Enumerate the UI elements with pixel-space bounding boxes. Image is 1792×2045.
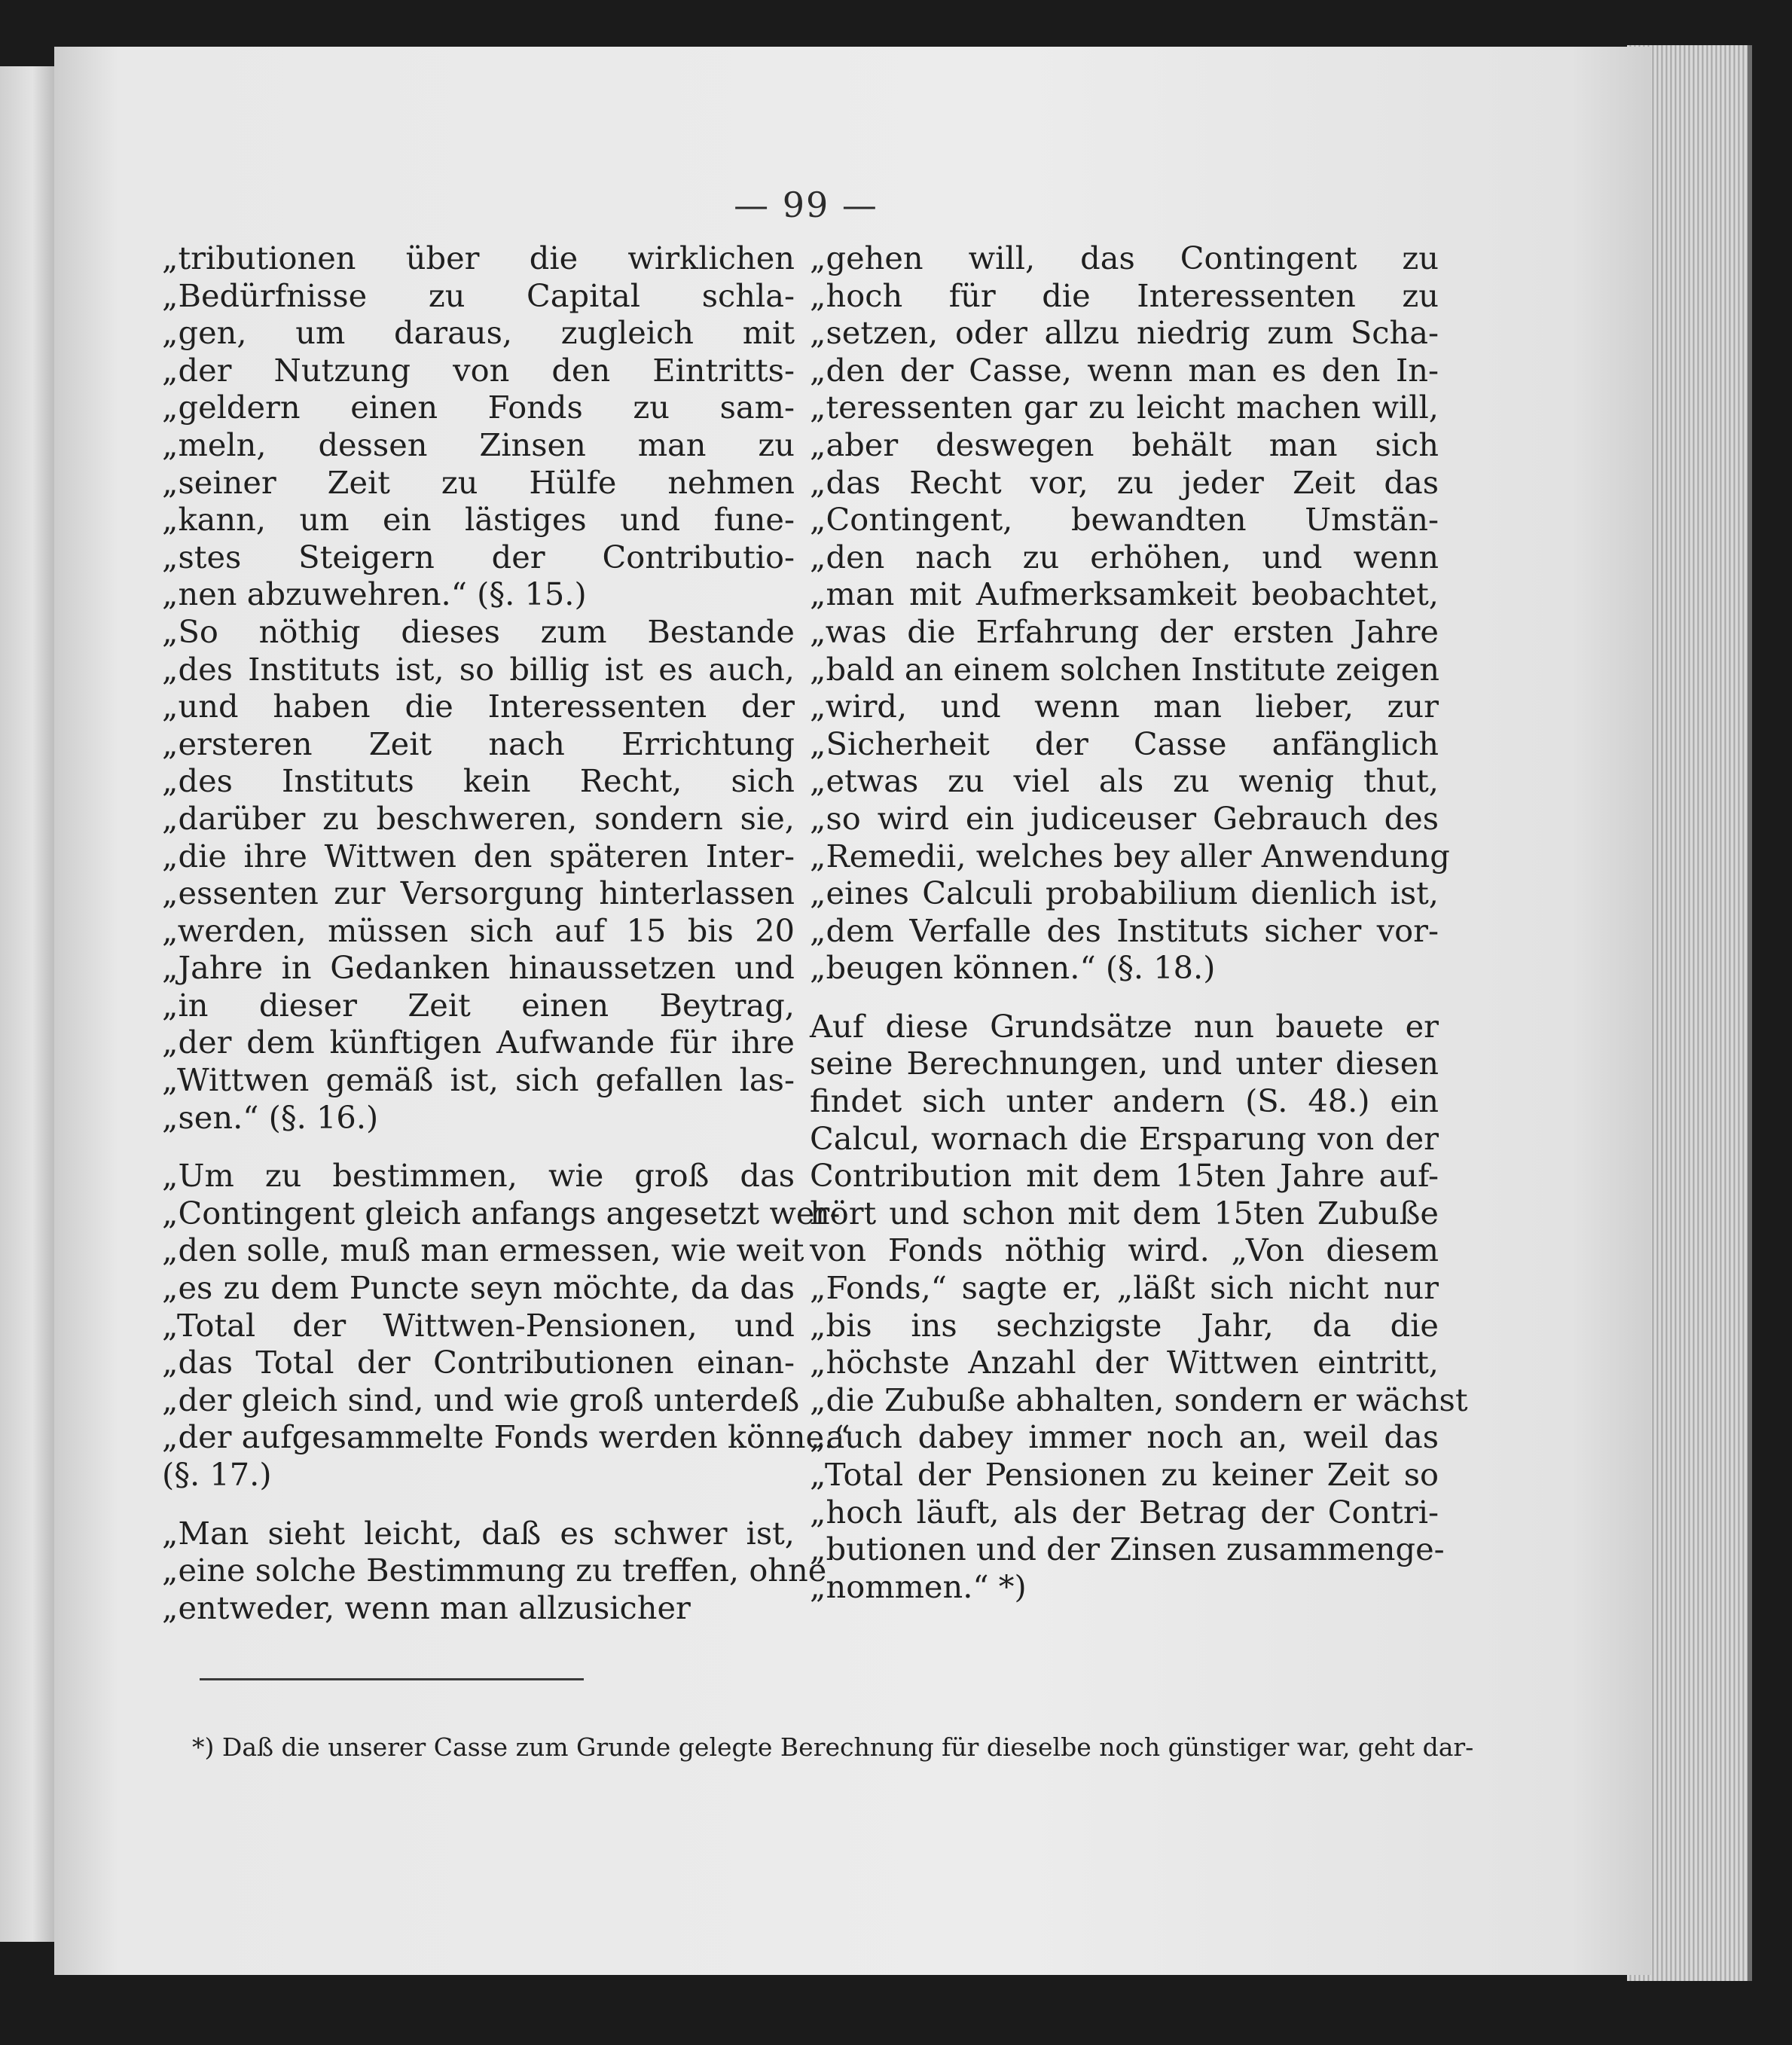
text-line: „der gleich sind, und wie groß unterdeß — [162, 1381, 800, 1418]
page-number: — 99 — — [734, 185, 878, 225]
text-line: „Man sieht leicht, daß es schwer ist, — [162, 1514, 795, 1552]
text-line: „höchste Anzahl der Wittwen eintritt, — [810, 1344, 1439, 1381]
text-line: „Total der Pensionen zu keiner Zeit so — [810, 1456, 1439, 1493]
text-line: „Jahre in Gedanken hinaussetzen und — [162, 949, 795, 987]
text-line: „tributionen über die wirklichen — [162, 240, 795, 276]
text-line: seine Berechnungen, und unter diesen — [810, 1045, 1439, 1082]
text-line: „die Zubuße abhalten, sondern er wächst — [810, 1381, 1468, 1418]
text-line: „aber deswegen behält man sich — [810, 426, 1439, 463]
text-line: „den nach zu erhöhen, und wenn — [810, 538, 1439, 575]
text-line: „nen abzuwehren.“ (§. 15.) — [162, 575, 587, 613]
text-line: „Total der Wittwen-Pensionen, und — [162, 1306, 795, 1344]
text-line: Auf diese Grundsätze nun bauete er — [810, 1007, 1439, 1045]
text-line: „gehen will, das Contingent zu — [810, 240, 1439, 276]
text-line: „die ihre Wittwen den späteren Inter- — [162, 837, 795, 874]
text-line: „nommen.“ *) — [810, 1567, 1027, 1605]
right-text-column — [810, 240, 1468, 1605]
text-line: „bis ins sechzigste Jahr, da die — [810, 1306, 1439, 1344]
text-line: „was die Erfahrung der ersten Jahre — [810, 612, 1439, 650]
text-line: „So nöthig dieses zum Bestande — [162, 612, 795, 650]
text-line: „man mit Aufmerksamkeit beobachtet, — [810, 575, 1439, 613]
text-line: Calcul, wornach die Ersparung von der — [810, 1119, 1439, 1157]
text-line: „Contingent gleich anfangs angesetzt wer- — [162, 1194, 841, 1232]
text-line: „etwas zu viel als zu wenig thut, — [810, 762, 1439, 800]
text-line: „hoch für die Interessenten zu — [810, 276, 1439, 314]
paragraph-gap — [810, 987, 1439, 1008]
text-line: „des Instituts kein Recht, sich — [162, 762, 795, 800]
text-line: „Wittwen gemäß ist, sich gefallen las- — [162, 1061, 795, 1099]
text-line: „das Total der Contributionen einan- — [162, 1344, 795, 1381]
text-line: „eine solche Bestimmung zu treffen, ohne — [162, 1552, 827, 1589]
text-line: „geldern einen Fonds zu sam- — [162, 389, 795, 426]
text-line: „seiner Zeit zu Hülfe nehmen — [162, 463, 795, 501]
text-line: (§. 17.) — [162, 1456, 272, 1493]
text-line: „stes Steigern der Contributio- — [162, 538, 795, 575]
text-line: „der Nutzung von den Eintritts- — [162, 351, 795, 389]
text-line: findet sich unter andern (S. 48.) ein — [810, 1082, 1439, 1120]
text-line: „Um zu bestimmen, wie groß das — [162, 1157, 795, 1195]
text-line: „essenten zur Versorgung hinterlassen — [162, 874, 795, 912]
text-line: Contribution mit dem 15ten Jahre auf- — [810, 1157, 1439, 1195]
text-line: „den solle, muß man ermessen, wie weit — [162, 1232, 804, 1269]
left-text-column — [162, 240, 850, 1626]
text-line: „sen.“ (§. 16.) — [162, 1098, 379, 1136]
text-line: „werden, müssen sich auf 15 bis 20 — [162, 911, 795, 949]
text-line: von Fonds nöthig wird. „Von diesem — [810, 1232, 1439, 1269]
text-line: „des Instituts ist, so billig ist es auch, — [162, 650, 795, 688]
text-line: hört und schon mit dem 15ten Zubuße — [810, 1194, 1439, 1232]
text-line: „in dieser Zeit einen Beytrag, — [162, 986, 795, 1024]
text-line: „der dem künftigen Aufwande für ihre — [162, 1024, 795, 1061]
text-line: „gen, um daraus, zugleich mit — [162, 314, 795, 352]
text-line: „teressenten gar zu leicht machen will, — [810, 389, 1439, 426]
text-line: „Bedürfnisse zu Capital schla- — [162, 276, 795, 314]
text-line: „Sicherheit der Casse anfänglich — [810, 725, 1439, 762]
text-line: „Fonds,“ sagte er, „läßt sich nicht nur — [810, 1269, 1439, 1307]
text-line: „meln, dessen Zinsen man zu — [162, 426, 795, 463]
text-line: „darüber zu beschweren, sondern sie, — [162, 799, 795, 837]
text-line: „wird, und wenn man lieber, zur — [810, 688, 1439, 725]
text-line: „entweder, wenn man allzusicher — [162, 1589, 691, 1626]
text-line: „ersteren Zeit nach Errichtung — [162, 725, 795, 762]
text-line: „kann, um ein lästiges und fune- — [162, 501, 795, 539]
facing-page-edge — [0, 66, 54, 1942]
text-line: „setzen, oder allzu niedrig zum Scha- — [810, 314, 1439, 352]
text-line: „auch dabey immer noch an, weil das — [810, 1418, 1439, 1456]
text-line: „der aufgesammelte Fonds werden könne.“ — [162, 1418, 850, 1456]
footnote: *) Daß die unserer Casse zum Grunde gelegte Berechnung für dieselbe noch günstiger war, geht dar- — [192, 1732, 1474, 1762]
text-line: „hoch läuft, als der Betrag der Contri- — [810, 1493, 1439, 1531]
text-line: „das Recht vor, zu jeder Zeit das — [810, 463, 1439, 501]
text-line: „und haben die Interessenten der — [162, 688, 795, 725]
text-line: „bald an einem solchen Institute zeigen — [810, 650, 1439, 688]
text-line: „so wird ein judiceuser Gebrauch des — [810, 799, 1439, 837]
paragraph-gap — [162, 1136, 795, 1157]
text-line: „butionen und der Zinsen zusammenge- — [810, 1531, 1445, 1568]
footnote-divider — [200, 1678, 584, 1680]
text-line: „dem Verfalle des Instituts sicher vor- — [810, 911, 1439, 949]
text-line: „eines Calculi probabilium dienlich ist, — [810, 874, 1439, 912]
text-line: „beugen können.“ (§. 18.) — [810, 949, 1216, 987]
text-line: „den der Casse, wenn man es den In- — [810, 351, 1439, 389]
text-line: „es zu dem Puncte seyn möchte, da das — [162, 1269, 795, 1307]
text-line: „Contingent, bewandten Umstän- — [810, 501, 1439, 539]
paragraph-gap — [162, 1494, 795, 1515]
text-line: „Remedii, welches bey aller Anwendung — [810, 837, 1450, 874]
